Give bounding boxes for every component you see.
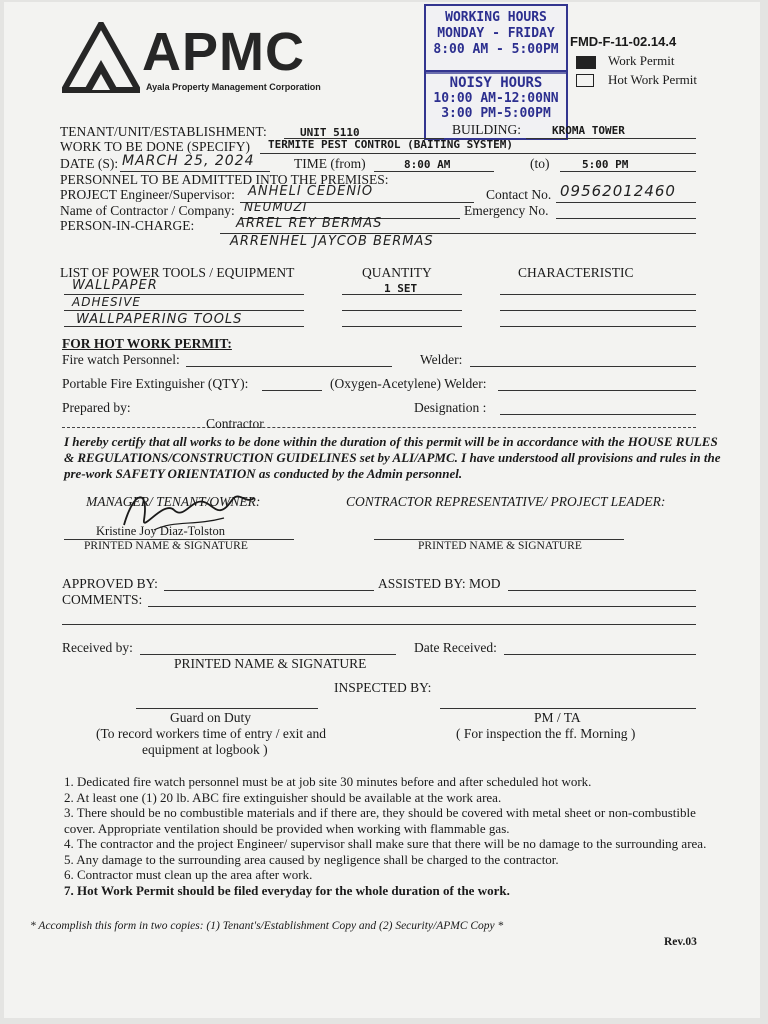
engineer-label: PROJECT Engineer/Supervisor: (60, 187, 235, 202)
equipment-item[interactable]: ADHESIVE (72, 295, 142, 309)
printed-name-sig-caps: PRINTED NAME & SIGNATURE (174, 656, 367, 671)
pic-label: PERSON-IN-CHARGE: (60, 218, 195, 233)
corp-name: Ayala Property Management Corporation (146, 82, 321, 92)
manager-name: Kristine Joy Diaz-Tolston (96, 524, 225, 538)
pm-note: ( For inspection the ff. Morning ) (456, 726, 636, 741)
extinguisher-label: Portable Fire Extinguisher (QTY): (62, 376, 249, 391)
assisted-by-label: ASSISTED BY: MOD (378, 576, 501, 591)
equipment-col-tools: LIST OF POWER TOOLS / EQUIPMENT (60, 265, 295, 280)
inspected-by-label: INSPECTED BY: (334, 680, 432, 695)
hot-work-title: FOR HOT WORK PERMIT: (62, 336, 232, 351)
revision: Rev.03 (664, 936, 697, 948)
oxy-welder-label: (Oxygen-Acetylene) Welder: (330, 376, 487, 391)
received-by-label: Received by: (62, 640, 133, 655)
tenant-label: TENANT/UNIT/ESTABLISHMENT: (60, 124, 267, 139)
fire-watch-label: Fire watch Personnel: (62, 352, 180, 367)
rule-item: 1. Dedicated fire watch personnel must be at job site 30 minutes before and after scheduled hot work. (64, 774, 592, 789)
date-received-label: Date Received: (414, 640, 497, 655)
manager-label: MANAGER/ TENANT/OWNER: (86, 494, 261, 509)
footer-note: * Accomplish this form in two copies: (1) Tenant's/Establishment Copy and (2) Security/APMC Copy * (30, 920, 504, 932)
approved-by-label: APPROVED BY: (62, 576, 158, 591)
stamp-line: 8:00 AM - 5:00PM (433, 42, 559, 57)
equipment-col-qty: QUANTITY (362, 265, 432, 280)
contact-label: Contact No. (486, 187, 552, 202)
guard-note-2: equipment at logbook ) (142, 742, 268, 757)
time-from-value[interactable]: 8:00 AM (404, 158, 451, 171)
apmc-logo (62, 22, 332, 98)
time-to-value[interactable]: 5:00 PM (582, 158, 629, 171)
designation-label: Designation : (414, 400, 487, 415)
welder-label: Welder: (420, 352, 463, 367)
contractor-value[interactable]: NEUMUZI (244, 200, 308, 214)
stamp-line: 3:00 PM-5:00PM (441, 106, 551, 121)
equipment-item[interactable]: WALLPAPERING TOOLS (76, 312, 243, 327)
hot-work-rules (64, 774, 724, 898)
time-from-label: TIME (from) (294, 156, 366, 171)
printed-name-sig: PRINTED NAME & SIGNATURE (418, 540, 582, 552)
building-value[interactable]: KROMA TOWER (552, 124, 625, 137)
contractor-label-small: Contractor (206, 416, 264, 431)
work-permit-label: Work Permit (608, 53, 675, 68)
permit-form (4, 2, 760, 1018)
stamp-line: WORKING HOURS (445, 10, 547, 25)
pic-value-1[interactable]: ARREL REY BERMAS (236, 216, 383, 231)
date-value[interactable]: MARCH 25, 2024 (122, 153, 255, 169)
tenant-value[interactable]: UNIT 5110 (300, 126, 360, 139)
pm-ta-label: PM / TA (534, 710, 581, 725)
work-value[interactable]: TERMITE PEST CONTROL (BAITING SYSTEM) (268, 138, 514, 151)
guard-note-1: (To record workers time of entry / exit and (96, 726, 326, 741)
rule-item: 4. The contractor and the project Engineer/ supervisor shall make sure that there will be no damage to the surrounding area. (64, 836, 707, 851)
stamp-line: MONDAY - FRIDAY (437, 26, 555, 41)
building-label: BUILDING: (452, 122, 521, 137)
logo-text: APMC (142, 22, 305, 82)
date-label: DATE (S): (60, 156, 119, 171)
guard-label: Guard on Duty (170, 710, 251, 725)
comments-label: COMMENTS: (62, 592, 143, 607)
equipment-item[interactable]: WALLPAPER (72, 278, 158, 293)
prepared-by-label: Prepared by: (62, 400, 131, 415)
contact-value[interactable]: 09562012460 (560, 182, 676, 200)
rule-item: 6. Contractor must clean up the area after work. (64, 867, 313, 882)
work-permit-checkbox[interactable] (576, 56, 596, 69)
stamp-line: NOISY HOURS (449, 75, 543, 91)
form-number: FMD-F-11-02.14.4 (570, 34, 677, 49)
contractor-label: Name of Contractor / Company: (60, 203, 235, 218)
rule-item: 5. Any damage to the surrounding area caused by negligence shall be charged to the contractor. (64, 851, 559, 867)
contractor-rep-label: CONTRACTOR REPRESENTATIVE/ PROJECT LEADER: (346, 494, 666, 509)
stamp-line: 10:00 AM-12:00NN (433, 91, 559, 106)
working-hours-stamp (424, 4, 568, 74)
time-to-label: (to) (530, 156, 550, 171)
rule-item: 3. There should be no combustible materials and if there are, they should be covered with metal sheet or non-combustible cover. Appropriate ventilation should be provided when working with flammable gas. (64, 805, 696, 836)
rule-item: 2. At least one (1) 20 lb. ABC fire extinguisher should be available at the work area. (64, 789, 502, 805)
emergency-label: Emergency No. (464, 203, 549, 218)
work-label: WORK TO BE DONE (SPECIFY) (60, 139, 251, 154)
certification-text: I hereby certify that all works to be done within the duration of this permit will be in accordance with the HOUSE RULES & REGULATIONS/CONSTRUCTION GUIDELINES set by ALI/APMC. I have understood all provisions and rules in the pre-work SAFETY ORIENTATION as conducted by the Admin personnel. (64, 434, 721, 481)
pic-value-2[interactable]: ARRENHEL JAYCOB BERMAS (230, 234, 434, 249)
engineer-value[interactable]: ANHELI CEDENIO (248, 184, 374, 199)
equipment-qty[interactable]: 1 SET (384, 282, 418, 295)
personnel-label: PERSONNEL TO BE ADMITTED INTO THE PREMISES: (60, 172, 389, 187)
hot-work-permit-checkbox[interactable] (576, 74, 594, 87)
apmc-logo-icon (62, 22, 140, 94)
rule-item: 7. Hot Work Permit should be filed everyday for the whole duration of the work. (64, 882, 510, 898)
printed-name-sig: PRINTED NAME & SIGNATURE (84, 540, 248, 552)
hot-work-permit-label: Hot Work Permit (608, 72, 697, 87)
equipment-col-char: CHARACTERISTIC (518, 265, 634, 280)
